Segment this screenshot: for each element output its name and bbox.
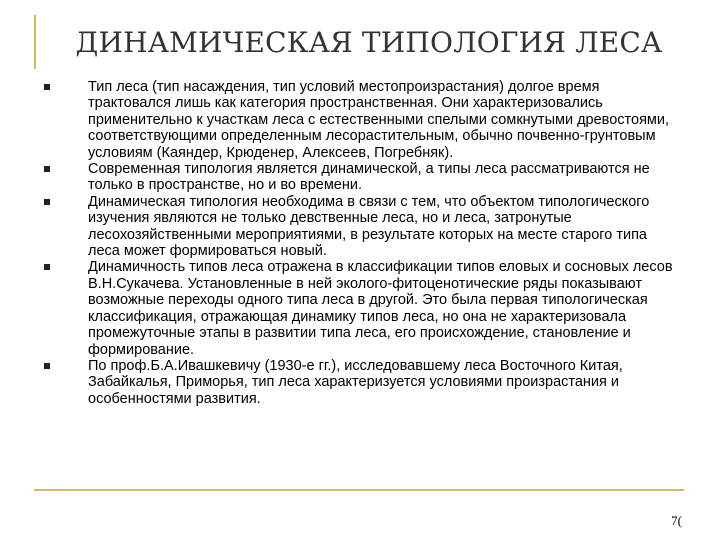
bullet-item-3	[40, 194, 680, 260]
bullet-item-2	[40, 161, 680, 194]
bullet-text-1: Тип леса (тип насаждения, тип условий местопроизрастания) долгое время трактовался лишь как категория пространственная. Они характеризовались применительно к участкам леса с естественными спелыми сомкнутыми древостоями, соответствующими определенным лесорастительным, обычно почвенно-грунтовым условиям (Каяндер, Крюденер, Алексеев, Погребняк).	[88, 79, 670, 161]
page-number: 7(	[671, 513, 682, 528]
slide-title: ДИНАМИЧЕСКАЯ ТИПОЛОГИЯ ЛЕСА	[75, 26, 663, 59]
bullet-item-1	[40, 79, 680, 161]
bullet-text-4: Динамичность типов леса отражена в классификации типов еловых и сосновых лесов В.Н.Сукачева. Установленные в ней эколого-фитоценотические ряды показывают возможные переходы одного типа леса в другой. Это была первая типологическая классификация, отражающая динамику типов леса, но она не характеризовала промежуточные этапы в развитии типа леса, его происхождение, становление и формирование.	[88, 259, 673, 358]
bullet-text-3: Динамическая типология необходима в связи с тем, что объектом типологического изучения являются не только девственные леса, но и леса, затронутые лесохозяйственными мероприятиями, в результате которых на месте старого типа леса может формироваться новый.	[88, 193, 650, 260]
square-bullet-icon	[44, 363, 50, 369]
bullet-text-5: По проф.Б.А.Ивашкевичу (1930-е гг.), исследовавшему леса Восточного Китая, Забайкалья, Приморья, тип леса характеризуется условиями произрастания и особенностями развития.	[88, 357, 623, 407]
square-bullet-icon	[44, 199, 50, 205]
square-bullet-icon	[44, 84, 50, 90]
bullet-text-2: Современная типология является динамической, а типы леса рассматриваются не только в пространстве, но и во времени.	[88, 161, 650, 194]
title-accent-line	[34, 15, 36, 69]
bullet-item-5	[40, 358, 680, 407]
square-bullet-icon	[44, 166, 50, 172]
bottom-accent-line	[34, 489, 684, 491]
bullet-list	[40, 79, 680, 407]
square-bullet-icon	[44, 264, 50, 270]
bullet-item-4	[40, 259, 680, 357]
